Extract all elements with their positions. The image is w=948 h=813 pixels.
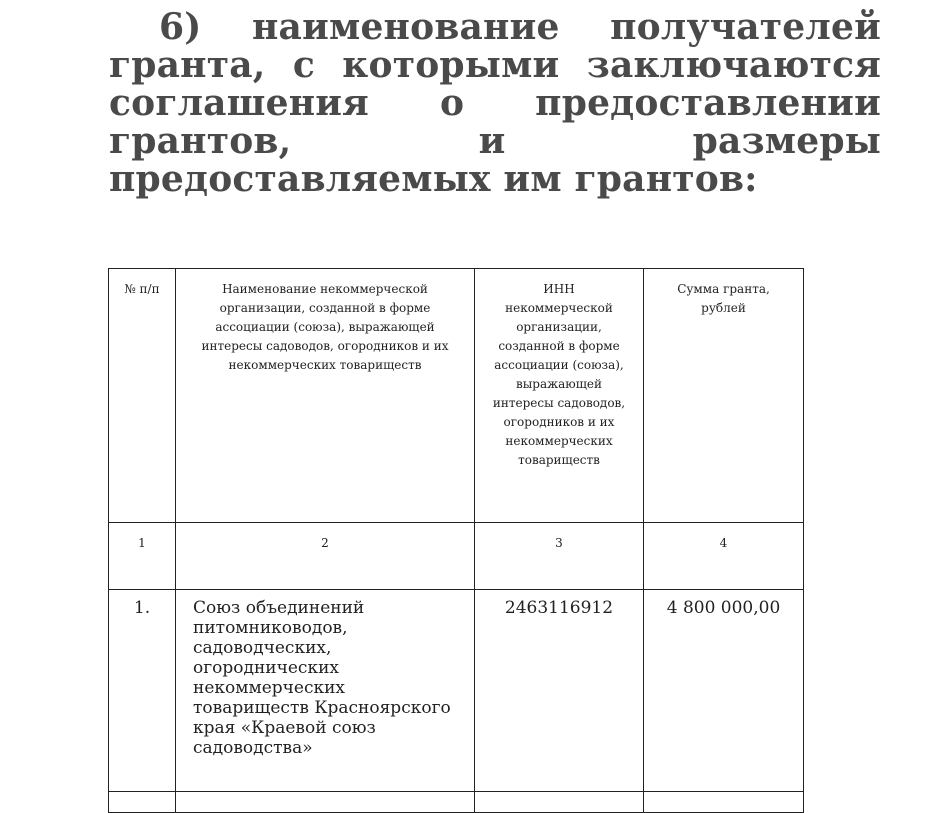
header-cell-amount <box>644 269 804 523</box>
column-number-2: 2 <box>176 523 475 590</box>
table-row-next <box>109 792 804 813</box>
header-cell-number <box>109 269 176 523</box>
table-header-row <box>109 269 804 523</box>
stub-cell <box>176 792 475 813</box>
column-number-4: 4 <box>644 523 804 590</box>
section-heading: 6) наименование получателей гранта, с которыми заключаются соглашения о предоставлении грантов, и размеры предоставляемых им грантов: <box>109 6 881 200</box>
header-number-text: № п/п <box>124 282 160 296</box>
header-cell-name <box>176 269 475 523</box>
row-organization-name: Союз объединений питомниководов, садоводческих, огороднических некоммерческих товариществ Красноярского края «Краевой союз садоводства» <box>176 590 475 792</box>
header-cell-inn <box>475 269 644 523</box>
row-amount: 4 800 000,00 <box>644 590 804 792</box>
grants-table <box>108 268 804 813</box>
stub-cell <box>109 792 176 813</box>
column-number-3: 3 <box>475 523 644 590</box>
stub-cell <box>475 792 644 813</box>
header-name-text: Наименование некоммерческой организации, созданной в форме ассоциации (союза), выражающей интересы садоводов, огородников и их некоммерческих товариществ <box>201 282 449 372</box>
column-number-row <box>109 523 804 590</box>
row-number: 1. <box>109 590 176 792</box>
header-inn-text: ИНН некоммерческой организации, созданной в форме ассоциации (союза), выражающей интересы садоводов, огородников и их некоммерческих товариществ <box>492 282 626 467</box>
column-number-1: 1 <box>109 523 176 590</box>
row-inn: 2463116912 <box>475 590 644 792</box>
stub-cell <box>644 792 804 813</box>
header-amount-text: Сумма гранта, рублей <box>677 282 770 315</box>
table-row <box>109 590 804 792</box>
